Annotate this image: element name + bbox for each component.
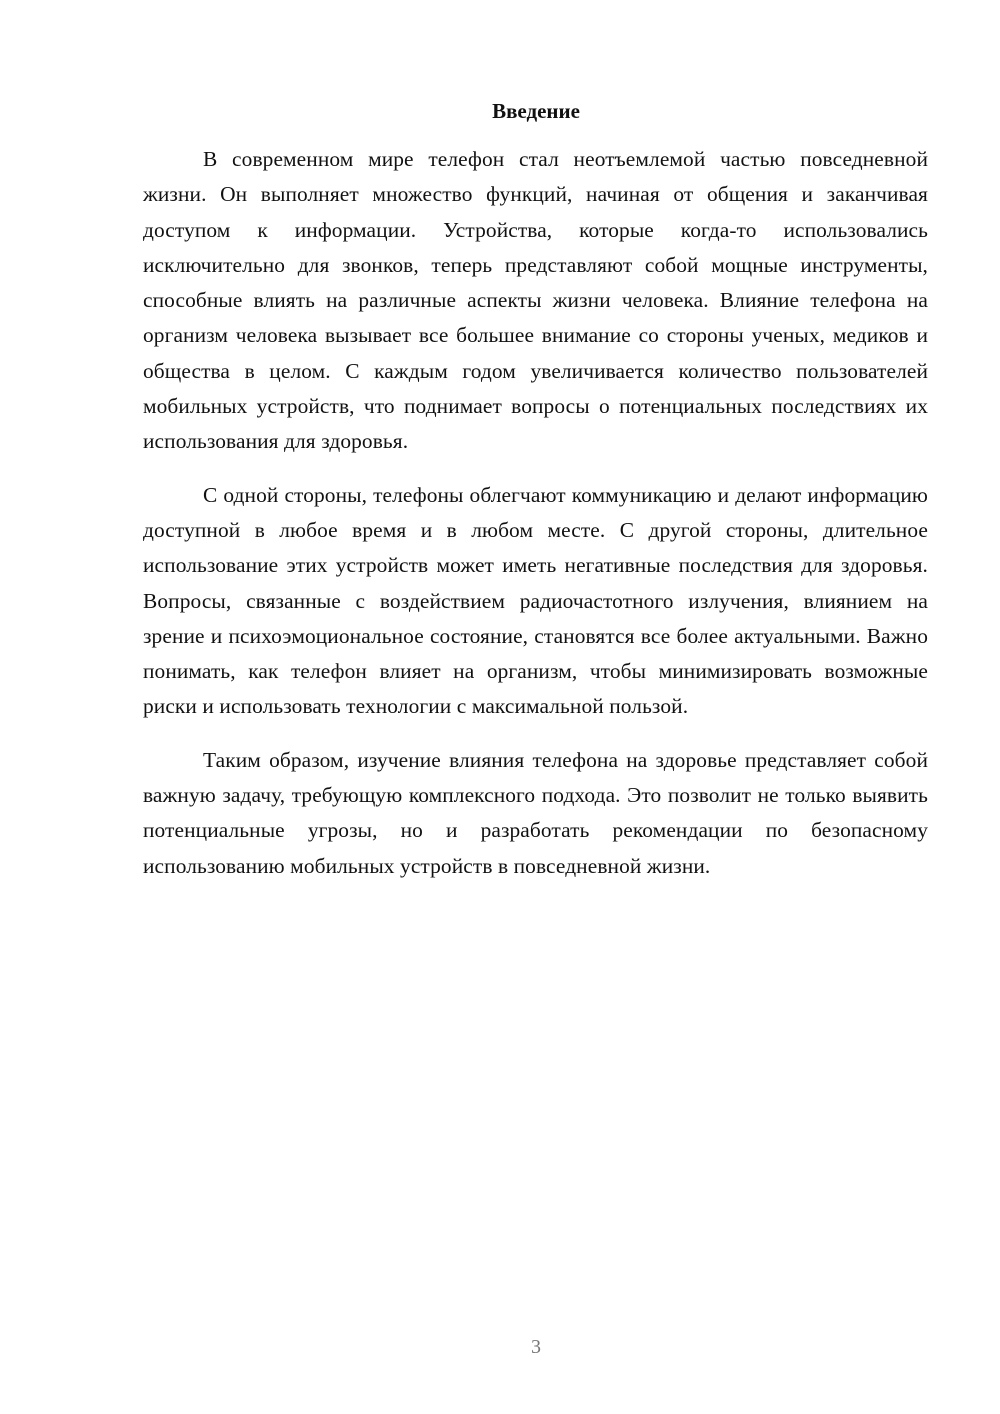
body-text <box>143 142 928 902</box>
paragraph-1: В современном мире телефон стал неотъемлемой частью повседневной жизни. Он выполняет множество функций, начиная от общения и заканчивая доступом к информации. Устройства, которые когда-то использовались исключительно для звонков, теперь представляют собой мощные инструменты, способные влиять на различные аспекты жизни человека. Влияние телефона на организм человека вызывает все большее внимание со стороны ученых, медиков и общества в целом. С каждым годом увеличивается количество пользователей мобильных устройств, что поднимает вопросы о потенциальных последствиях их использования для здоровья. <box>143 147 928 454</box>
paragraph-3: Таким образом, изучение влияния телефона на здоровье представляет собой важную задачу, требующую комплексного подхода. Это позволит не только выявить потенциальные угрозы, но и разработать рекомендации по безопасному использованию мобильных устройств в повседневной жизни. <box>143 747 928 878</box>
page-number: 3 <box>531 1336 541 1358</box>
section-title: Введение <box>492 99 580 123</box>
paragraph-2: С одной стороны, телефоны облегчают коммуникацию и делают информацию доступной в любое время и в любом месте. С другой стороны, длительное использование этих устройств может иметь негативные последствия для здоровья. Вопросы, связанные с воздействием радиочастотного излучения, влиянием на зрение и психоэмоциональное состояние, становятся все более актуальными. Важно понимать, как телефон влияет на организм, чтобы минимизировать возможные риски и использовать технологии с максимальной пользой. <box>143 482 928 719</box>
